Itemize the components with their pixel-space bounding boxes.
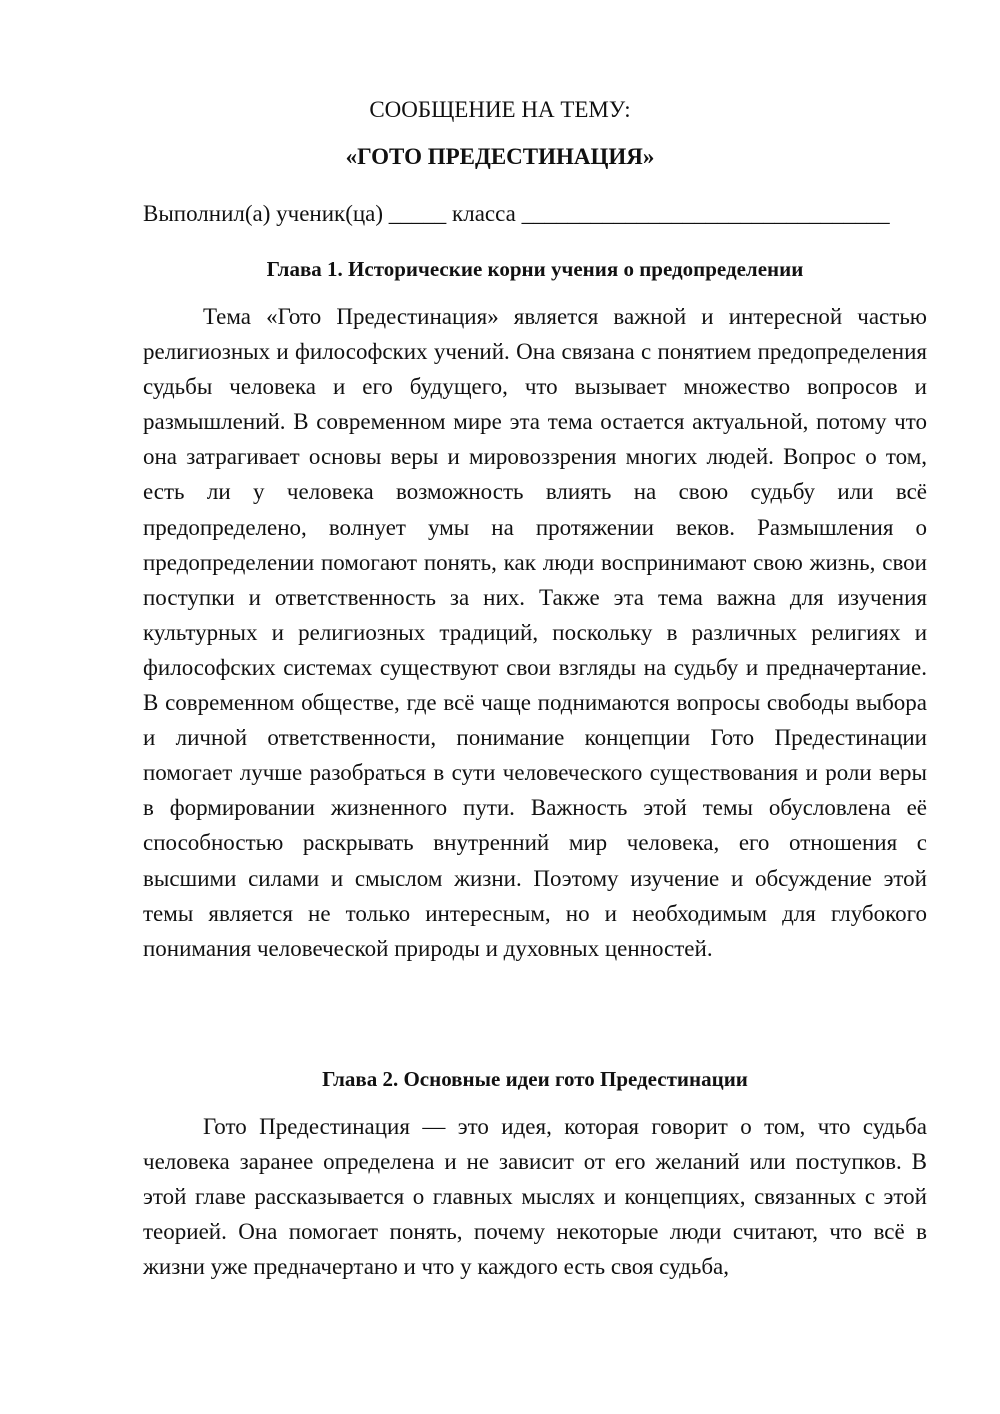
chapter-1-heading: Глава 1. Исторические корни учения о предопределении xyxy=(266,257,804,281)
chapter-2-heading: Глава 2. Основные идеи гото Предестинации xyxy=(322,1067,748,1091)
chapter-1-paragraph: Тема «Гото Предестинация» является важной и интересной частью религиозных и философских учений. Она связана с понятием предопределения судьбы человека и его будущего, что вызывает множество вопросов и размышлений. В современном мире эта тема остается актуальной, потому что она затрагивает основы веры и мировоззрения многих людей. Вопрос о том, есть ли у человека возможность влиять на свою судьбу или всё предопределено, волнует умы на протяжении веков. Размышления о предопределении помогают понять, как люди воспринимают свою жизнь, свои поступки и ответственность за них. Также эта тема важна для изучения культурных и религиозных традиций, поскольку в различных религиях и философских системах существуют свои взгляды на судьбу и предначертание. В современном обществе, где всё чаще поднимаются вопросы свободы выбора и личной ответственности, понимание концепции Гото Предестинации помогает лучше разобраться в сути человеческого существования и роли веры в формировании жизненного пути. Важность этой темы обусловлена её способностью раскрывать внутренний мир человека, его отношения с высшими силами и смыслом жизни. Поэтому изучение и обсуждение этой темы является не только интересным, но и необходимым для глубокого понимания человеческой природы и духовных ценностей. xyxy=(143,304,927,961)
document-title-line-1: СООБЩЕНИЕ НА ТЕМУ: xyxy=(369,97,631,122)
chapter-2-paragraph: Гото Предестинация — это идея, которая говорит о том, что судьба человека заранее определена и не зависит от его желаний или поступков. В этой главе рассказывается о главных мыслях и концепциях, связанных с этой теорией. Она помогает понять, почему некоторые люди считают, что всё в жизни уже предначертано и что у каждого есть своя судьба, xyxy=(143,1114,927,1280)
author-line: Выполнил(а) ученик(ца) _____ класса ________________________________ xyxy=(143,201,890,226)
document-title-line-2: «ГОТО ПРЕДЕСТИНАЦИЯ» xyxy=(345,144,655,169)
